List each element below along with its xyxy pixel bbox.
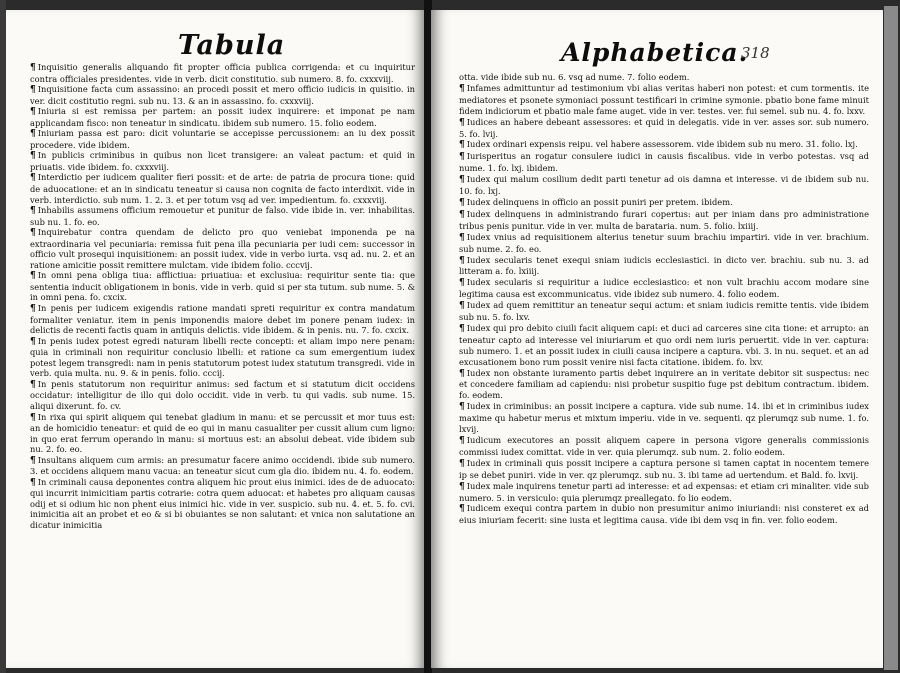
paragraph-mark-icon: ¶: [459, 458, 465, 469]
index-entry: [459, 323, 869, 368]
index-entry-text: Inhabilis assumens officium remouetur et punitur de falso. vide ibide in. ver. inhabilitas. sub nu. 1. fo. eo.: [30, 205, 415, 227]
index-entry-text: Iudex secularis tenet exequi sniam iudicis ecclesiastici. in dicto ver. brachiu. sub nu. 3. ad litteram a. fo. lxiiij.: [459, 254, 869, 277]
handwritten-folio-number: 318: [741, 44, 770, 62]
index-entry: [30, 205, 415, 227]
index-entry-text: Interdictio per iudicem qualiter fieri possit: et de arte: de patria de procura tione: quid de aduocatione: et an in sindicatu teneatur si causa non cognita de facto interdixit. vide in verb. interdictio. sub num. 1. 2. 3. et per totum vsq ad ver. impedientum. fo. cxxxviij.: [30, 172, 415, 205]
index-entry-text: Iudex secularis si requiritur a iudice ecclesiastico: et non vult brachiu accom modare sine legitima causa est excommunicatus. vide ibidez sub numero. 4. folio eodem.: [459, 277, 869, 300]
index-entry: [459, 458, 869, 481]
index-entry: [30, 150, 415, 172]
paragraph-mark-icon: ¶: [30, 63, 36, 73]
index-entry-text: In penis per iudicem exigendis ratione mandati spreti requiritur ex contra mandatum formaliter veniatur. item in penis imponendis maiore debet im ponere penam iudex: in delictis de recenti factis quam in antiquis delictis. vide ibidem. & in penis. nu. 7. fo. cxcix.: [30, 303, 415, 336]
index-entry: [30, 172, 415, 205]
paragraph-mark-icon: ¶: [30, 455, 36, 466]
index-entry-text: Insultans aliquem cum armis: an presumatur facere animo occidendi. ibide sub numero. 3. et occidens aliquem manu vacua: an teneatur sicut cum gla dio. ibidem nu. 4. fo. eodem.: [30, 454, 415, 477]
paragraph-mark-icon: ¶: [30, 107, 36, 118]
paragraph-mark-icon: ¶: [30, 477, 36, 488]
paragraph-mark-icon: ¶: [459, 301, 465, 312]
right-entry-list: [459, 72, 869, 526]
index-entry-text: In publicis criminibus in quibus non licet transigere: an valeat pactum: et quid in priuatis. vide ibidem. fo. cxxxviij.: [30, 150, 415, 172]
paragraph-mark-icon: ¶: [459, 152, 465, 163]
index-entry-text: Iudex in criminali quis possit incipere a captura persone si tamen captat in nocentem temere ip se debet puniri. vide in ver. qz plerumqz. sub nu. 3. ibi tame ad uertendum. et Bald. fo. lxvij.: [459, 457, 869, 480]
paragraph-mark-icon: ¶: [459, 117, 465, 128]
index-entry-text: Iudices an habere debeant assessores: et quid in delegatis. vide in ver. asses sor. sub numero. 5. fo. lvij.: [459, 116, 869, 139]
index-entry-text: Inquirebatur contra quendam de delicto pro quo veniebat imponenda pe na extraordinaria vel pecuniaria: remissa fuit pena illa pecuniaria per iudi cem: successor in officio vult prosequi inquisitionem: an possit iudex. vide in verbo iurta. vsq ad. nu. 2. et an ratione amicitie possit remittere mulctam. vide ibidem folio. cccvij.: [30, 227, 415, 270]
index-entry-text: Iudex delinquens in officio an possit puniri per pretem. ibidem.: [466, 196, 733, 207]
paragraph-mark-icon: ¶: [30, 412, 36, 423]
index-entry: [459, 300, 869, 323]
paragraph-mark-icon: ¶: [459, 232, 465, 243]
paragraph-mark-icon: ¶: [459, 197, 465, 208]
paragraph-mark-icon: ¶: [30, 129, 36, 140]
right-page-heading: Alphabetica.: [561, 38, 749, 67]
paragraph-mark-icon: ¶: [30, 151, 36, 162]
index-entry: [459, 139, 869, 151]
paragraph-mark-icon: ¶: [459, 402, 465, 413]
index-entry: [30, 379, 415, 412]
index-entry-text: Iudex in criminibus: an possit incipere a captura. vide sub nume. 14. ibi et in criminibus iudex maxime qu habetur merus et mixtum imperiu. vide in ve. sequenti. qz plerumqz sub nume. 1. fo. lxvij.: [459, 401, 869, 435]
index-entry: [459, 209, 869, 232]
right-page: [431, 10, 883, 668]
index-entry-text: Iurisperitus an rogatur consulere iudici in causis fiscalibus. vide in verbo potestas. vsq ad nume. 1. fo. lxj. ibidem.: [459, 151, 869, 174]
index-entry: [30, 455, 415, 477]
index-entry: [459, 83, 869, 117]
index-entry: [459, 255, 869, 278]
index-entry: [459, 151, 869, 174]
index-entry: [30, 227, 415, 270]
paragraph-mark-icon: ¶: [30, 206, 36, 217]
index-entry: [30, 270, 415, 303]
index-entry: [30, 128, 415, 150]
index-entry-text: Inquisitione facta cum assassino: an procedi possit et mero officio iudicis in quisitio. in ver. dicit costitutio regni. sub nu. 13. & an in assassino. fo. cxxxviij.: [30, 84, 415, 106]
index-entry: [30, 336, 415, 379]
paragraph-mark-icon: ¶: [459, 140, 465, 151]
paragraph-mark-icon: ¶: [30, 173, 36, 184]
index-entry-text: Iudex male inquirens tenetur parti ad interesse: et ad expensas: et etiam cri minaliter. vide sub numero. 5. in versiculo: quia plerumqz preallegato. fo lio eodem.: [459, 480, 869, 503]
index-entry: [459, 368, 869, 402]
paragraph-mark-icon: ¶: [30, 85, 36, 96]
index-entry-text: In penis statutorum non requiritur animus: sed factum et si statutum dicit occidens occidatur: intelligitur de illo qui dolo occidit. vide in verb. tu qui vadis. sub nume. 15. aliqui dixerunt. fo. cv.: [30, 378, 415, 411]
index-entry: [459, 174, 869, 197]
paragraph-mark-icon: ¶: [459, 278, 465, 289]
index-entry: [30, 303, 415, 336]
index-entry: [459, 481, 869, 504]
index-entry: [30, 106, 415, 128]
paragraph-mark-icon: ¶: [30, 271, 36, 282]
paragraph-mark-icon: ¶: [459, 323, 465, 334]
index-entry-text: In criminali causa deponentes contra aliquem hic prout eius inimici. ides de de aduocato: qui incurrit inimicitiam partis cotrarie: cotra quem aduocat: et habetes pro aliquam causas odij et si odium hic non phent eius inimici hic. vide in ver. suspicio. sub nu. 4. et. 5. fo. cvi. inimicitia ait an probet et eo & si bi obuiantes se non salutant: et vnica non salutatione an dicatur inimicitia: [30, 476, 415, 530]
index-entry-text: Iniuria si est remissa per partem: an possit iudex inquirere: et imponat pe nam applicandam fisco: non teneatur in sindicatu. ibidem sub numero. 15. folio eodem.: [30, 106, 415, 128]
left-entry-list: [30, 62, 415, 531]
index-entry: [30, 84, 415, 106]
index-entry-text: Iudex qui pro debito ciuili facit aliquem capi: et duci ad carceres sine cita tione: et arrupto: an teneatur capto ad interesse vel iniuriarum et quo ordi nem iuris peruertit. vide in ver. captura: sub numero. 1. et an possit iudex in ciuili causa incipere a captura. vbi. 3. in nu. sequet. et an ad excusationem bono rum possit venire nisi facta citatione. ibidem. fo. lxv.: [459, 322, 869, 367]
paragraph-mark-icon: ¶: [459, 368, 465, 379]
paragraph-mark-icon: ¶: [459, 504, 465, 515]
index-entry: [459, 401, 869, 435]
index-entry-text: Inquisitio generalis aliquando fit propter officia publica corrigenda: et cu inquiritur contra officiales presidentes. vide in verb. dicit constitutio. sub numero. 8. fo. cxxxviij.: [30, 62, 415, 84]
paragraph-mark-icon: ¶: [459, 481, 465, 492]
index-entry-text: Iniuriam passa est paro: dicit voluntarie se accepisse percussionem: an iu dex possit procedere. vide ibidem.: [30, 128, 415, 150]
index-entry: [30, 477, 415, 531]
index-entry: [459, 277, 869, 300]
index-entry-text: Iudex non obstante iuramento partis debet inquirere an in veritate debitor sit suspectus: nec et concedere familiam ad capiendu: nisi probetur suspitio fuge pst debitum contractum. ibidem. fo. eodem.: [459, 367, 869, 401]
index-entry-text: In penis iudex potest egredi naturam libelli recte concepti: et aliam impo nere penam: quia in criminali non requiritur conclusio libelli: et ratione ca sum emergentium iudex potest legem transgredi: nam in penis statutorum potest iudex statutum transgredi. vide in verb. quia multa. nu. 9. & in penis. folio. cccij.: [30, 335, 415, 379]
index-entry: [459, 117, 869, 140]
continuation-line: otta. vide ibide sub nu. 6. vsq ad nume. 7. folio eodem.: [459, 72, 690, 82]
index-entry: [30, 412, 415, 455]
paragraph-mark-icon: ¶: [30, 336, 36, 347]
index-entry-text: Iudex vnius ad requisitionem alterius tenetur suum brachiu impartiri. vide in ver. brachium. sub nume. 2. fo. eo.: [459, 231, 869, 254]
index-entry-text: In omni pena obliga tiua: afflictiua: priuatiua: et exclusiua: requiritur sente tia: que sententia inducit obligationem in bonis. vide in verb. quid si per sta tutum. sub nume. 5. & in omni pena. fo. cxcix.: [30, 270, 415, 303]
index-entry-text: Iudex ordinari expensis reipu. vel habere assessorem. vide ibidem sub nu mero. 31. folio. lxj.: [466, 139, 858, 150]
index-entry-text: Iudex qui malum cosilium dedit parti tenetur ad ois damna et interesse. vi de ibidem sub nu. 10. fo. lxj.: [459, 174, 869, 197]
index-entry-text: Iudex ad quem remittitur an teneatur sequi actum: et sniam iudicis remitte tentis. vide ibidem sub nu. 5. fo. lxv.: [459, 300, 869, 323]
index-entry: [459, 197, 869, 209]
index-entry-text: In rixa qui spirit aliquem qui tenebat gladium in manu: et se percussit et mor tuus est: an de homicidio teneatur: et quid de eo qui in manu casualiter per cussit alium cum ligno: in quo erat ferrum operando in manu: si mortuus est: an absolui debeat. vide ibidem sub nu. 2. fo. eo.: [30, 411, 415, 455]
left-page-heading: Tabula: [178, 30, 286, 61]
paragraph-mark-icon: ¶: [459, 436, 465, 446]
paragraph-mark-icon: ¶: [30, 379, 36, 390]
index-entry-text: Iudicum executores an possit aliquem capere in persona vigore generalis commissionis commissi iudex comittat. vide in ver. quia plerumqz. sub num. 2. folio eodem.: [459, 435, 869, 457]
paragraph-mark-icon: ¶: [459, 83, 465, 94]
paragraph-mark-icon: ¶: [459, 209, 465, 220]
index-entry: [30, 62, 415, 84]
index-entry: [459, 232, 869, 255]
paragraph-mark-icon: ¶: [459, 255, 465, 266]
index-entry-text: Iudicem exequi contra partem in dubio non presumitur animo iniuriandi: nisi consteret ex ad eius iniuriam fecerit: sine iusta et legitima causa. vide ibi dem vsq in fin. ver. folio eodem.: [459, 503, 869, 526]
paragraph-mark-icon: ¶: [459, 175, 465, 186]
paragraph-mark-icon: ¶: [30, 304, 36, 315]
index-entry-text: Iudex delinquens in administrando furari copertus: aut per iniam dans pro administratione tribus penis punitur. vide in ver. multa de barataria. num. 5. folio. lxiiij.: [459, 208, 869, 231]
index-entry: [459, 435, 869, 458]
right-edge: [884, 6, 898, 670]
index-entry: [459, 503, 869, 526]
paragraph-mark-icon: ¶: [30, 228, 36, 239]
left-page: [6, 10, 425, 668]
index-entry-text: Infames admittuntur ad testimonium vbi alias veritas haberi non potest: et cum tormentis. ite mediatores et psonete symoniaci possunt testificari in crimine symonie. pbatio bone fame minuit fidem indiciorum et pbatio male fame auget. vide in ver. testes. ver. fui semel. sub nu. 4. fo. lxxv.: [459, 82, 869, 116]
